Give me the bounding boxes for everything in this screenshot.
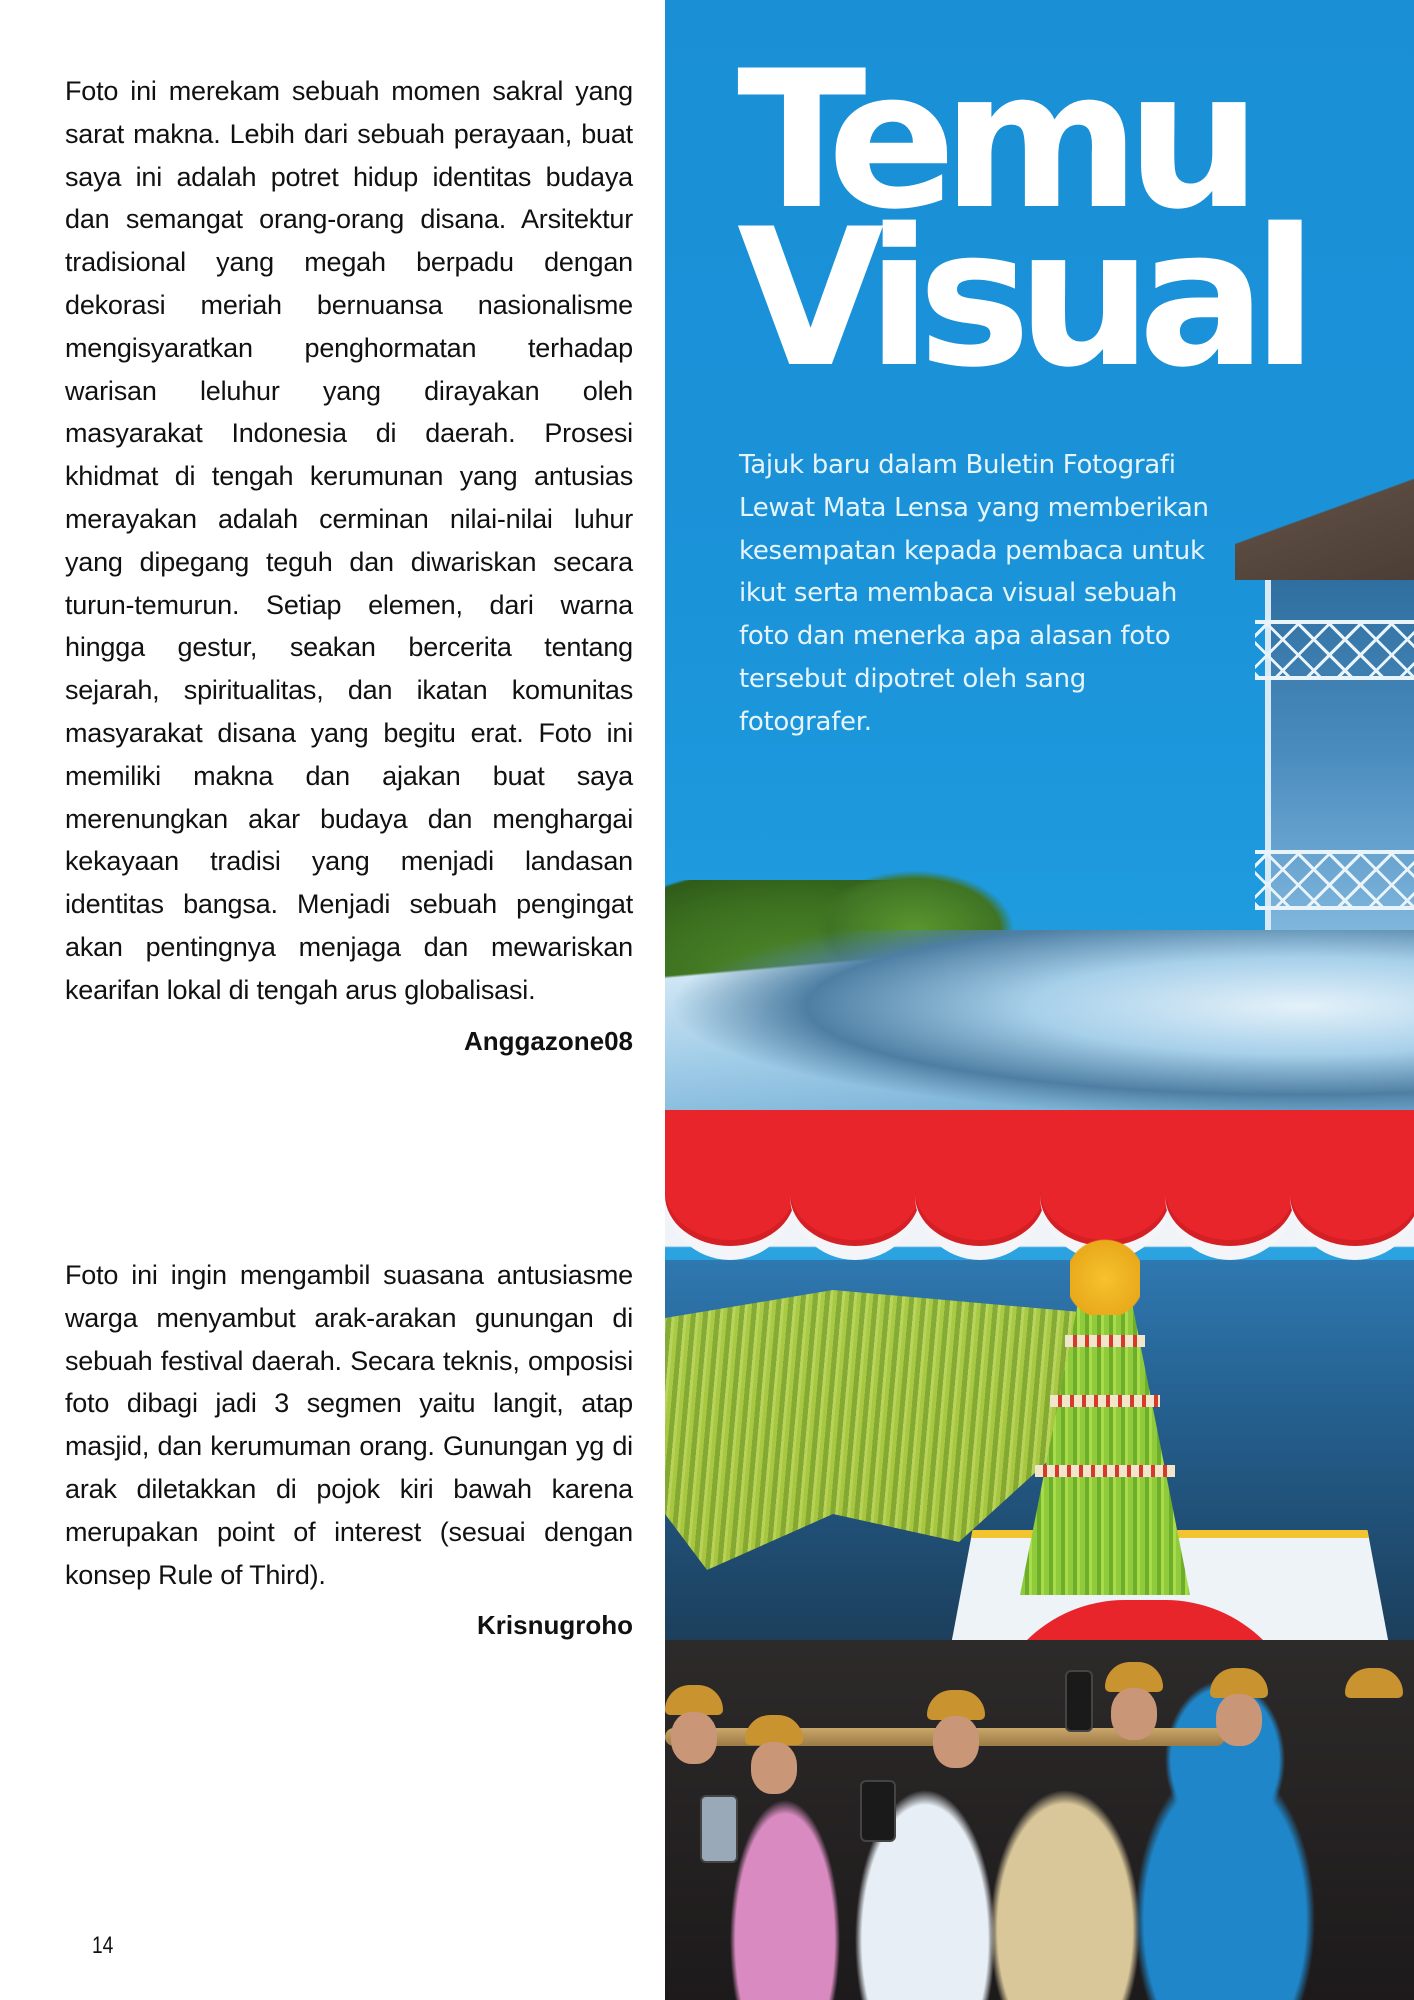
feature-photo bbox=[665, 0, 1414, 2000]
essay-anggazone08 bbox=[65, 70, 633, 1057]
feature-subtitle: Tajuk baru dalam Buletin Fotografi Lewat Mata Lensa yang memberikan kesempatan kepada pembaca untuk ikut serta membaca visual sebuah foto dan menerka apa alasan foto tersebut dipotret oleh sang fotografer. bbox=[739, 450, 1209, 737]
roof-ornament bbox=[665, 930, 1414, 1120]
essay-text: Foto ini merekam sebuah momen sakral yang sarat makna. Lebih dari sebuah perayaan, buat saya ini adalah potret hidup identitas budaya dan semangat orang-orang disana. Arsitektur tradisional yang megah berpadu dengan dekorasi meriah bernuansa nasionalisme mengisyaratkan penghormatan terhadap warisan leluhur yang dirayakan oleh masyarakat Indonesia di daerah. Prosesi khidmat di tengah kerumunan yang antusias merayakan adalah cerminan nilai-nilai luhur yang dipegang teguh dan diwariskan secara turun-temurun. Setiap elemen, dari warna hingga gestur, seakan bercerita tentang sejarah, spiritualitas, dan ikatan komunitas masyarakat disana yang begitu erat. Foto ini memiliki makna dan ajakan buat saya merenungkan akar budaya dan menghargai kekayaan tradisi yang menjadi landasan identitas bangsa. Menjadi sebuah pengingat akan pentingnya menjaga dan mewariskan kearifan lokal di tengah arus globalisasi. bbox=[65, 76, 633, 1005]
tower-balcony bbox=[1235, 470, 1414, 930]
phone bbox=[860, 1780, 896, 1842]
page-number: 14 bbox=[92, 1932, 114, 1959]
essay-text: Foto ini ingin mengambil suasana antusiasme warga menyambut arak-arakan gunungan di sebuah festival daerah. Secara teknis, omposisi foto dibagi jadi 3 segmen yaitu langit, atap masjid, dan kerumuman orang. Gunungan yg di arak diletakkan di pojok kiri bawah karena merupakan point of interest (sesuai dengan konsep Rule of Third). bbox=[65, 1260, 633, 1590]
feature-title bbox=[737, 30, 1304, 409]
crowd bbox=[665, 1640, 1414, 2000]
essay-krisnugroho bbox=[65, 1254, 633, 1641]
title-line-1: Temu bbox=[737, 30, 1248, 251]
essay-author: Anggazone08 bbox=[463, 1025, 633, 1056]
gunungan-offering bbox=[1010, 1225, 1200, 1605]
essay-author: Krisnugroho bbox=[477, 1610, 633, 1641]
phone bbox=[1065, 1670, 1093, 1732]
title-line-2: Visual bbox=[737, 188, 1304, 409]
phone bbox=[700, 1795, 738, 1863]
